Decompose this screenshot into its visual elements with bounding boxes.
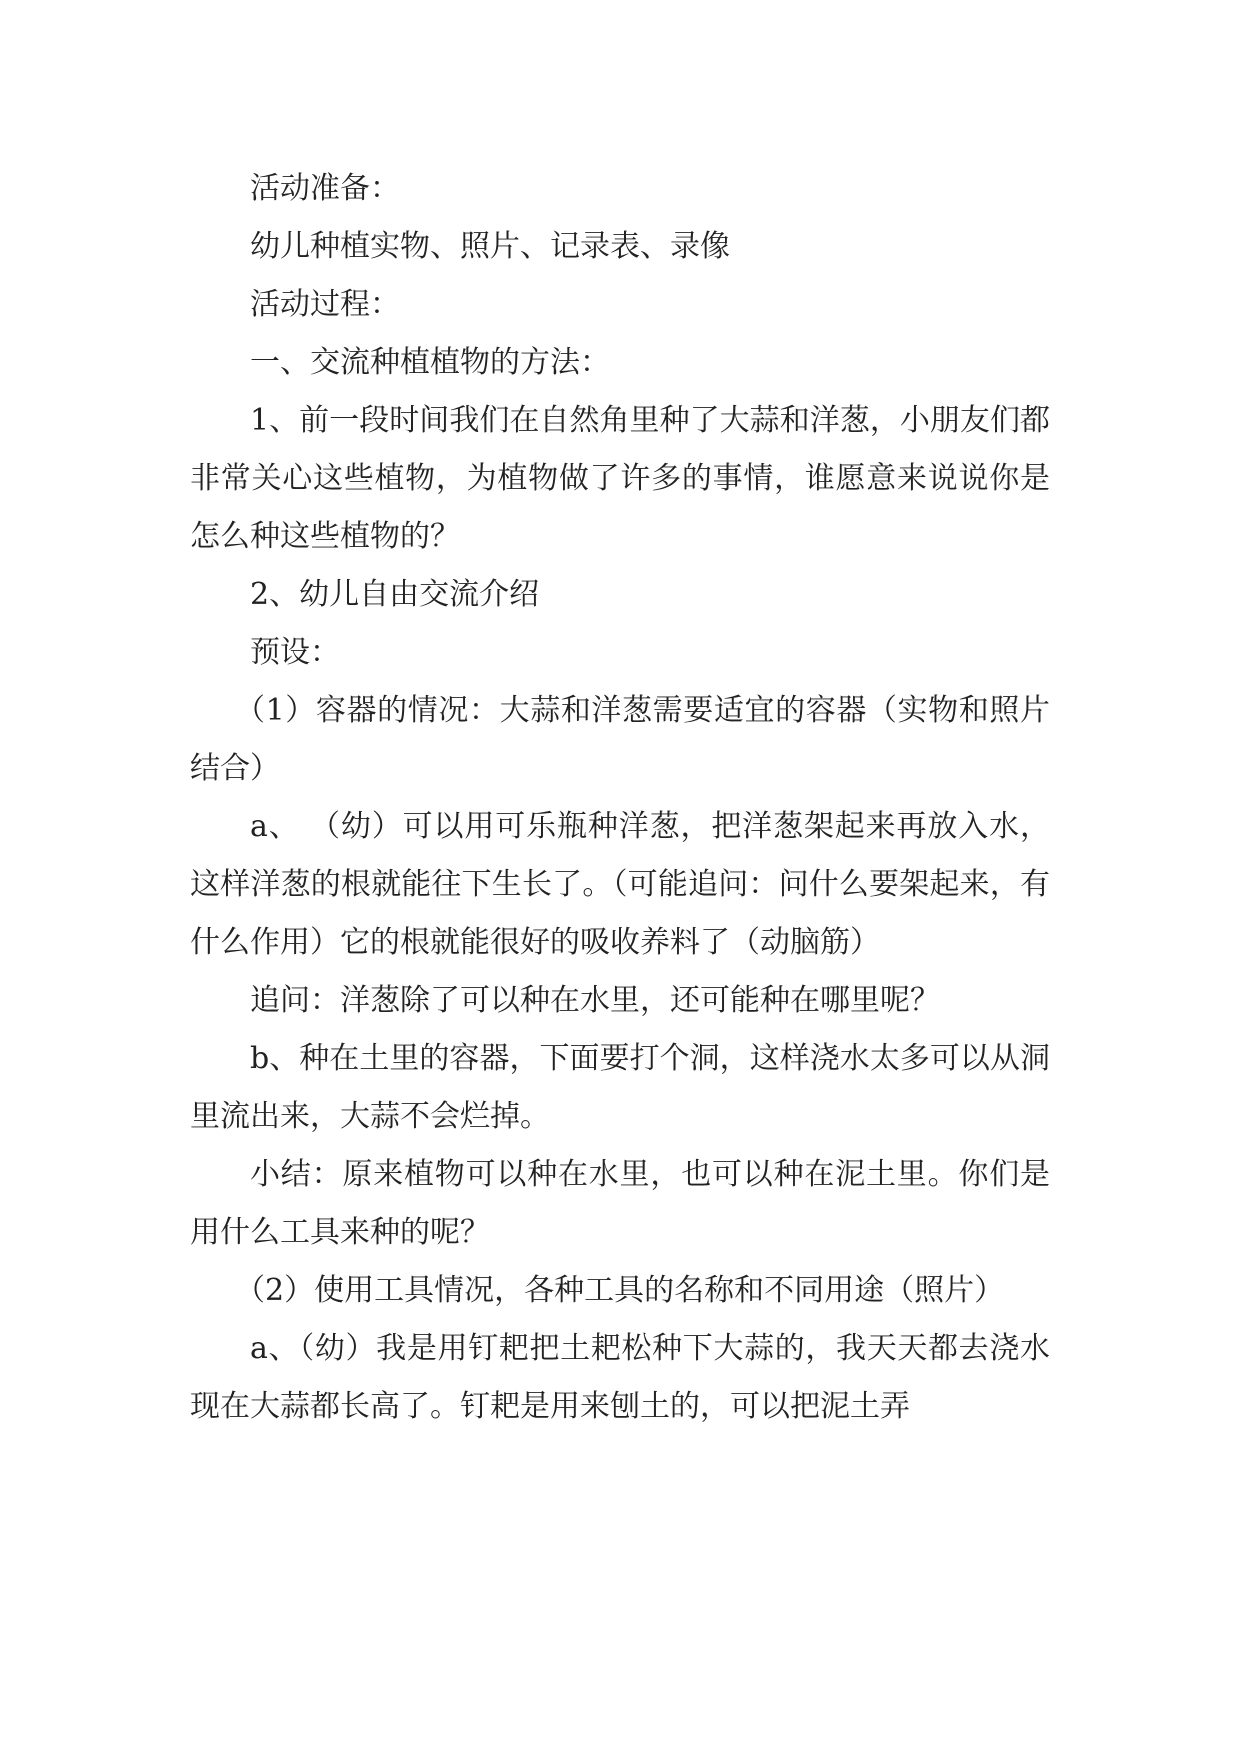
paragraph-preparation-heading: 活动准备：: [250, 171, 400, 206]
paragraph-step-1: 1、前一段时间我们在自然角里种了大蒜和洋葱，小朋友们都非常关心这些植物，为植物做了许多的事情，谁愿意来说说你是怎么种这些植物的？: [190, 403, 1050, 554]
paragraph-summary: 小结：原来植物可以种在水里，也可以种在泥土里。你们是用什么工具来种的呢？: [190, 1157, 1050, 1250]
paragraph-container: （1）容器的情况：大蒜和洋葱需要适宜的容器（实物和照片结合）: [190, 693, 1050, 786]
paragraph-presets: 预设：: [250, 635, 340, 670]
paragraph-follow-up-question: 追问：洋葱除了可以种在水里，还可能种在哪里呢？: [250, 983, 940, 1018]
paragraph-section-one: 一、交流种植植物的方法：: [250, 345, 610, 380]
paragraph-step-2: 2、幼儿自由交流介绍: [250, 577, 540, 612]
paragraph-preparation-items: 幼儿种植实物、照片、记录表、录像: [250, 229, 730, 264]
paragraph-item-b-soil: b、种在土里的容器，下面要打个洞，这样浇水太多可以从洞里流出来，大蒜不会烂掉。: [190, 1041, 1050, 1134]
paragraph-process-heading: 活动过程：: [250, 287, 400, 322]
paragraph-tools: （2）使用工具情况，各种工具的名称和不同用途（照片）: [235, 1273, 1005, 1308]
document-body: [190, 160, 1050, 1436]
paragraph-item-a-onion: a、 （幼）可以用可乐瓶种洋葱，把洋葱架起来再放入水，这样洋葱的根就能往下生长了。（可能追问：问什么要架起来，有什么作用）它的根就能很好的吸收养料了（动脑筋）: [190, 809, 1050, 960]
paragraph-item-a-rake: a、（幼）我是用钉耙把土耙松种下大蒜的，我天天都去浇水现在大蒜都长高了。钉耙是用来刨土的，可以把泥土弄: [190, 1331, 1050, 1424]
